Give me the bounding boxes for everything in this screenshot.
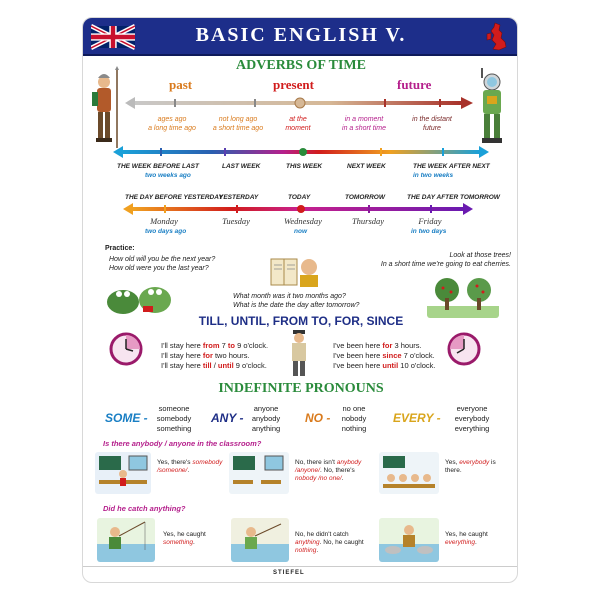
day-top-4: TOMORROW — [345, 194, 385, 201]
till-left-3: I'll stay here till / until 9 o'clock. — [161, 361, 267, 370]
week-label-1: THE WEEK BEFORE LAST — [117, 163, 199, 170]
adverb-item-5: in the distant future — [412, 116, 452, 132]
label-past: past — [169, 77, 193, 92]
practice-q5: What month was it two months ago? — [233, 293, 346, 300]
astronaut-illustration — [475, 66, 509, 150]
cherry-trees-illustration — [427, 276, 499, 318]
days-timeline — [123, 202, 473, 216]
practice-q4: In a short time we're going to eat cherries. — [380, 261, 511, 268]
soldier-illustration — [89, 66, 123, 150]
week-sub-5: in two weeks — [413, 172, 454, 179]
practice-label: Practice: — [105, 245, 135, 252]
week-label-3: THIS WEEK — [286, 163, 323, 170]
day-top-1: THE DAY BEFORE YESTERDAY — [125, 194, 223, 201]
page-title: BASIC ENGLISH V. — [195, 24, 407, 46]
till-left-2: I'll stay here for two hours. — [161, 351, 250, 360]
day-sub-3: now — [294, 228, 307, 235]
day-friday: Friday — [418, 216, 442, 226]
day-top-3: TODAY — [288, 194, 311, 201]
pronouns-title: INDEFINITE PRONOUNS — [218, 381, 384, 396]
frogs-illustration — [103, 276, 177, 316]
uk-map-icon — [485, 22, 509, 52]
classroom-some-illustration — [95, 452, 151, 494]
till-right-1: I've been here for 3 hours. — [333, 341, 422, 350]
answer-2-3: Yes, he caught everything. — [445, 531, 488, 546]
fisherman-some-illustration — [97, 518, 155, 562]
week-label-4: NEXT WEEK — [347, 163, 386, 170]
practice-q2: How old were you the last year? — [109, 265, 209, 272]
fisherman-everything-illustration — [379, 518, 439, 562]
till-right-2: I've been here since 7 o'clock. — [333, 351, 435, 360]
day-sub-1: two days ago — [145, 228, 187, 235]
fisherman-none-illustration — [231, 518, 289, 562]
brand-logo: STIEFEL — [273, 570, 305, 576]
day-thursday: Thursday — [351, 216, 385, 226]
adverb-item-4: in a moment in a short time — [342, 116, 386, 132]
adverbs-timeline — [125, 96, 473, 110]
pron-head-some: SOME - — [105, 411, 148, 425]
practice-q1: How old will you be the next year? — [109, 256, 216, 263]
day-top-5: THE DAY AFTER TOMORROW — [407, 194, 500, 201]
day-wednesday: Wednesday — [284, 216, 322, 226]
pron-list-every: everyone everybody everything — [454, 404, 490, 433]
classroom-empty-illustration — [229, 452, 289, 494]
adverbs-title: ADVERBS OF TIME — [236, 58, 366, 73]
label-present: present — [273, 77, 314, 92]
week-sub-1: two weeks ago — [145, 172, 191, 179]
header-bar — [83, 18, 518, 56]
week-label-5: THE WEEK AFTER NEXT — [413, 163, 490, 170]
day-monday: Monday — [150, 216, 178, 226]
question-2: Did he catch anything? — [103, 504, 186, 513]
adverb-item-2: not long ago a short time ago — [212, 116, 264, 132]
footer — [83, 566, 518, 582]
till-left-1: I'll stay here from 7 to 9 o'clock. — [161, 341, 269, 350]
clock-right-icon — [447, 332, 481, 366]
day-sub-5: in two days — [411, 228, 447, 235]
day-top-2: YESTERDAY — [219, 194, 259, 201]
pron-list-some: someone somebody something — [156, 404, 192, 433]
pron-list-no: no one nobody nothing — [341, 404, 367, 433]
pron-head-no: NO - — [305, 411, 331, 425]
answer-1-1: Yes, there's somebody /someone/. — [157, 459, 223, 474]
clock-left-icon — [109, 332, 143, 366]
till-right-3: I've been here until 10 o'clock. — [333, 361, 436, 370]
question-1: Is there anybody / anyone in the classroom? — [103, 439, 262, 448]
till-title: TILL, UNTIL, FROM TO, FOR, SINCE — [198, 314, 404, 328]
weeks-timeline — [113, 145, 489, 159]
poster — [82, 17, 518, 583]
answer-1-3: Yes, everybody is there. — [445, 459, 496, 474]
practice-q3: Look at those trees! — [449, 252, 511, 259]
adverb-item-3: at the moment — [285, 116, 311, 132]
adverb-item-1: ages ago a long time ago — [148, 116, 196, 132]
man-reading-illustration — [269, 253, 323, 289]
answer-1-2: No, there isn't anybody /anyone/. No, there's nobody /no one/. — [295, 459, 362, 482]
pron-list-any: anyone anybody anything — [251, 404, 281, 433]
classroom-full-illustration — [379, 452, 439, 494]
man-waiting-illustration — [287, 330, 311, 378]
answer-2-1: Yes, he caught something. — [163, 531, 206, 546]
label-future: future — [397, 77, 432, 92]
pron-head-every: EVERY - — [393, 411, 441, 425]
answer-2-2: No, he didn't catch anything. No, he caught nothing. — [295, 531, 364, 554]
week-label-2: LAST WEEK — [222, 163, 261, 170]
day-tuesday: Tuesday — [222, 216, 250, 226]
practice-q6: What is the date the day after tomorrow? — [233, 302, 360, 309]
pron-head-any: ANY - — [211, 411, 244, 425]
